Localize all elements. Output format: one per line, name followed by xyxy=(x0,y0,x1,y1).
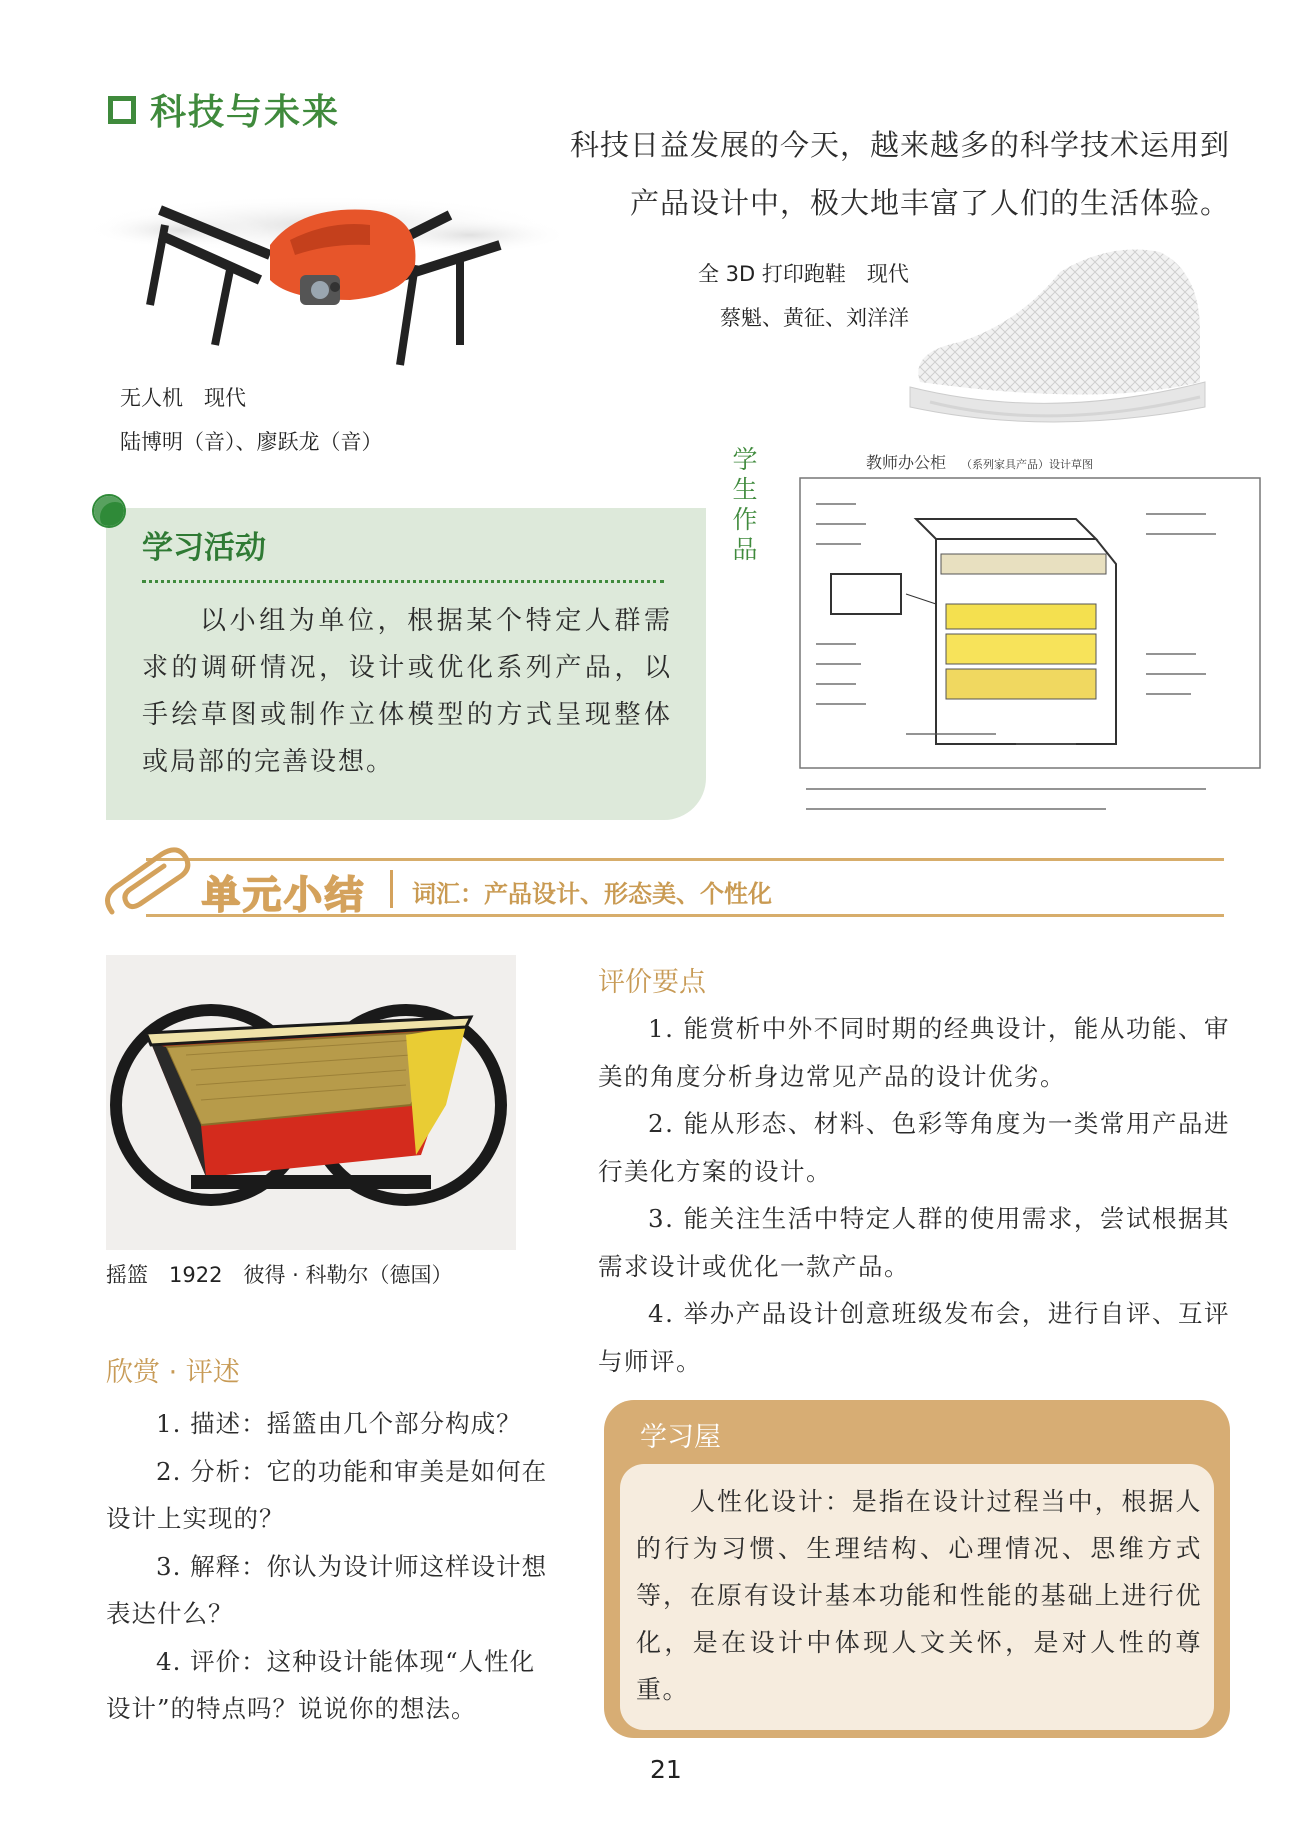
paperclip-icon xyxy=(100,846,200,920)
appreciation-item: 1. 描述：摇篮由几个部分构成？ xyxy=(156,1409,522,1438)
study-house-text: 人性化设计：是指在设计过程当中，根据人的行为习惯、生理结构、心理情况、思维方式等，在原有设计基本功能和性能的基础上进行优化，是在设计中体现人文关怀，是对人性的尊重。 xyxy=(636,1487,1202,1704)
drone-image xyxy=(70,185,590,375)
square-bullet-icon xyxy=(108,96,136,124)
3d-printed-shoe-image xyxy=(900,232,1210,432)
shoe-caption-line2: 蔡魁、黄征、刘洋洋 xyxy=(720,306,909,330)
sketch-title: 教师办公柜 xyxy=(866,453,947,472)
activity-divider xyxy=(142,580,664,583)
page-number: 21 xyxy=(650,1755,682,1784)
drone-caption xyxy=(120,376,383,464)
bullet-dot-icon xyxy=(94,496,124,526)
intro-paragraph: 科技日益发展的今天，越来越多的科学技术运用到产品设计中，极大地丰富了人们的生活体验。 xyxy=(569,128,1230,220)
activity-title: 学习活动 xyxy=(142,530,266,566)
summary-title: 单元小结 xyxy=(202,873,367,917)
cradle-image xyxy=(106,955,516,1250)
sketch-subtitle: （系列家具产品）设计草图 xyxy=(961,458,1093,471)
study-house-title: 学习屋 xyxy=(640,1422,721,1453)
evaluation-title: 评价要点 xyxy=(598,967,706,998)
evaluation-item: 1. 能赏析中外不同时期的经典设计，能从功能、审美的角度分析身边常见产品的设计优劣。 xyxy=(598,1014,1230,1091)
evaluation-list xyxy=(598,1005,1230,1385)
summary-separator xyxy=(390,870,393,908)
cradle-caption: 摇篮 1922 彼得 · 科勒尔（德国） xyxy=(106,1263,453,1287)
summary-vocab: 词汇：产品设计、形态美、个性化 xyxy=(412,880,772,908)
appreciation-item: 3. 解释：你认为设计师这样设计想表达什么？ xyxy=(106,1551,548,1628)
shoe-caption xyxy=(698,252,909,340)
drone-caption-line1: 无人机 现代 xyxy=(120,386,246,410)
shoe-caption-line1: 全 3D 打印跑鞋 现代 xyxy=(698,262,909,286)
section-title: 科技与未来 xyxy=(150,92,341,133)
appreciation-item: 4. 评价：这种设计能体现“人性化设计”的特点吗？说说你的想法。 xyxy=(106,1646,536,1723)
evaluation-item: 2. 能从形态、材料、色彩等角度为一类常用产品进行美化方案的设计。 xyxy=(598,1109,1230,1186)
evaluation-item: 3. 能关注生活中特定人群的使用需求，尝试根据其需求设计或优化一款产品。 xyxy=(598,1204,1230,1281)
appreciation-item: 2. 分析：它的功能和审美是如何在设计上实现的？ xyxy=(106,1456,548,1533)
appreciation-title: 欣赏 · 评述 xyxy=(106,1357,240,1388)
evaluation-item: 4. 举办产品设计创意班级发布会，进行自评、互评与师评。 xyxy=(598,1299,1230,1376)
student-sketch-image xyxy=(786,444,1276,824)
drone-caption-line2: 陆博明（音）、廖跃龙（音） xyxy=(120,430,383,454)
summary-top-rule xyxy=(146,858,1224,861)
student-work-label: 学生作品 xyxy=(732,445,758,564)
appreciation-list xyxy=(106,1400,556,1733)
section-heading xyxy=(108,84,340,135)
activity-text: 以小组为单位，根据某个特定人群需求的调研情况，设计或优化系列产品，以手绘草图或制作立体模型的方式呈现整体或局部的完善设想。 xyxy=(142,606,672,777)
